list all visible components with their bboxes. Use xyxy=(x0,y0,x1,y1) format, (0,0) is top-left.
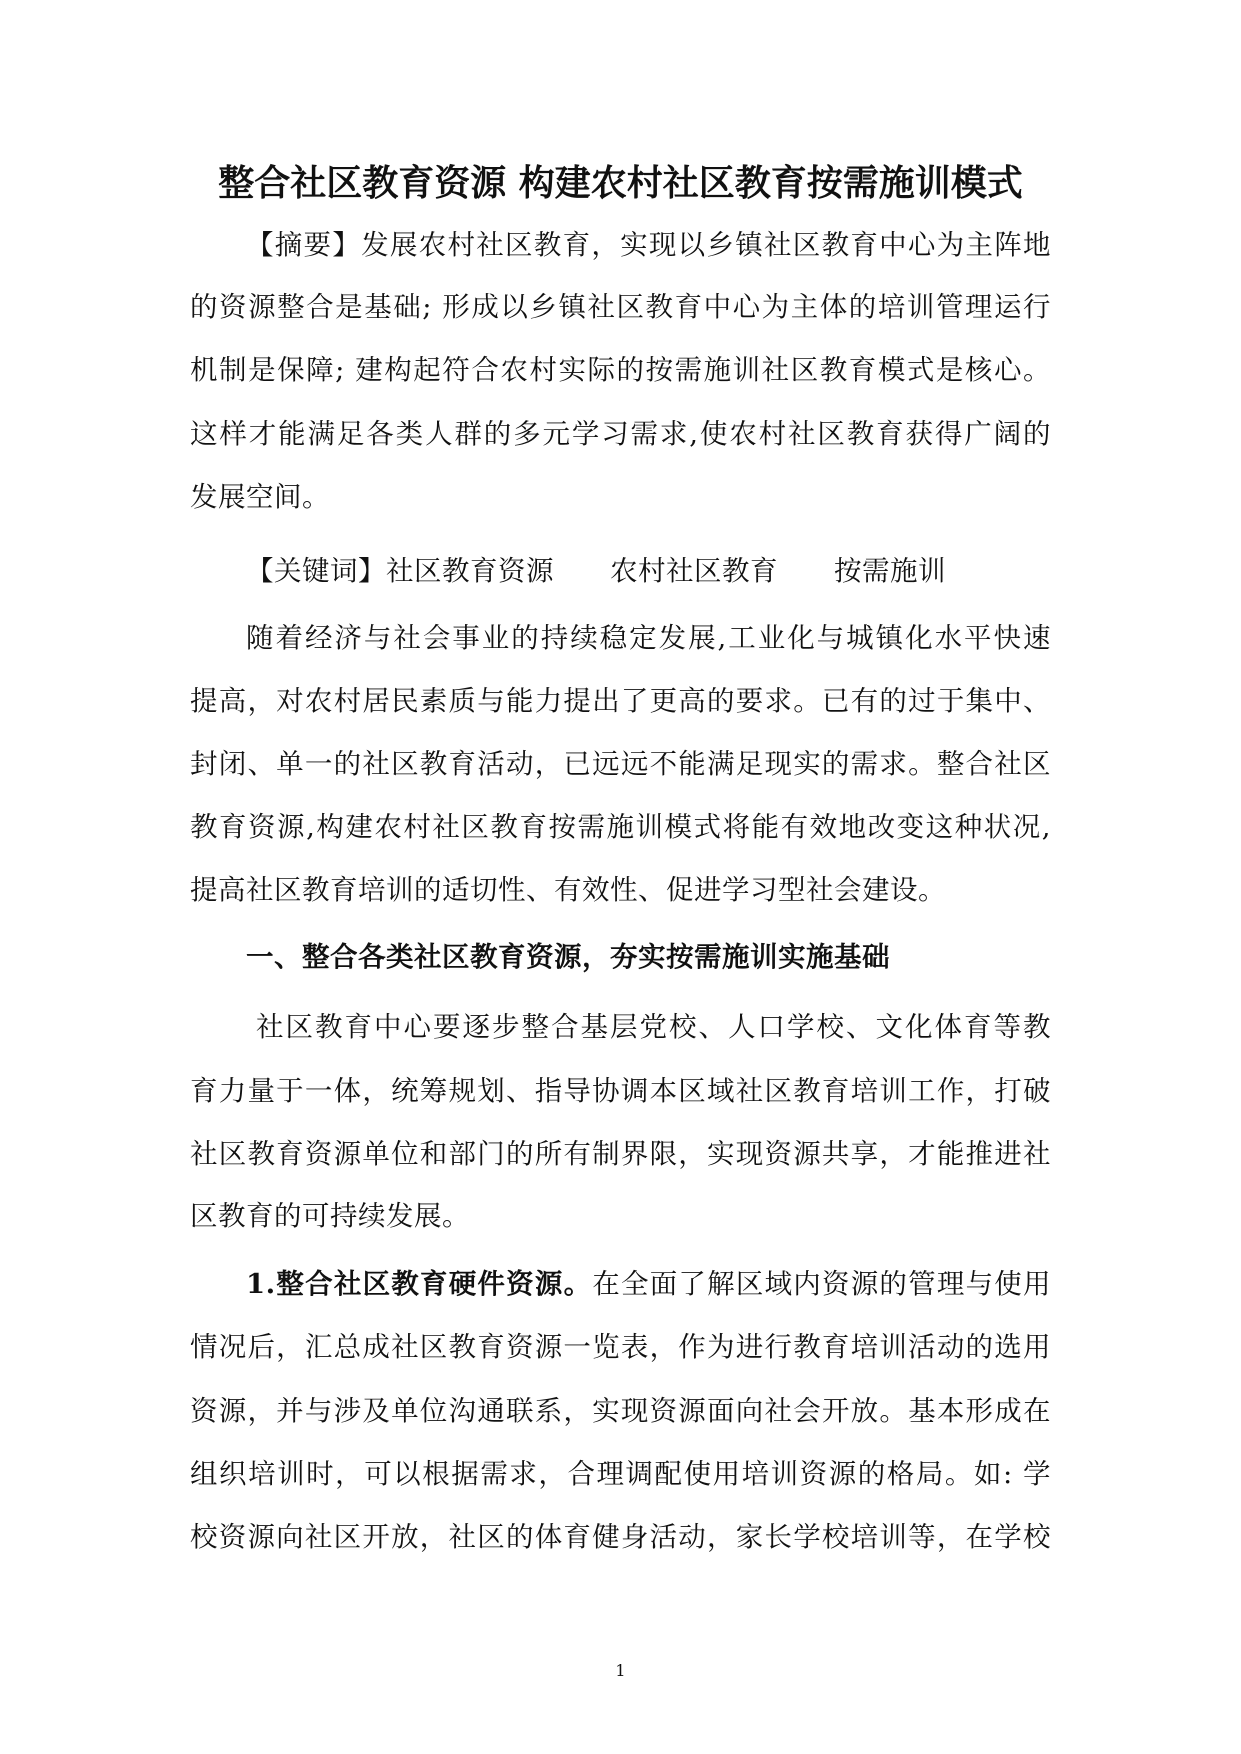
page-number: 1 xyxy=(615,1661,626,1680)
abstract-line-3: 机制是保障; 建构起符合农村实际的按需施训社区教育模式是核心。 xyxy=(190,354,1051,386)
keyword-2: 农村社区教育 xyxy=(610,555,778,587)
abstract-label: 【摘要】 xyxy=(246,229,362,261)
subsection-1-line-2: 情况后，汇总成社区教育资源一览表，作为进行教育培训活动的选用 xyxy=(190,1331,1051,1363)
section-1-heading: 一、整合各类社区教育资源，夯实按需施训实施基础 xyxy=(246,941,890,973)
subsection-1-lead: 1.整合社区教育硬件资源。 xyxy=(246,1268,593,1300)
subsection-1-line-4: 组织培训时，可以根据需求，合理调配使用培训资源的格局。如: 学 xyxy=(190,1458,1051,1490)
section-1-line-3: 社区教育资源单位和部门的所有制界限，实现资源共享，才能推进社 xyxy=(190,1138,1051,1170)
subsection-1-line-1 xyxy=(190,1264,1051,1304)
intro-line-4: 教育资源,构建农村社区教育按需施训模式将能有效地改变这种状况, xyxy=(190,811,1051,843)
abstract-line-4: 这样才能满足各类人群的多元学习需求,使农村社区教育获得广阔的 xyxy=(190,418,1051,450)
section-1-line-1: 社区教育中心要逐步整合基层党校、人口学校、文化体育等教 xyxy=(256,1011,1051,1043)
section-1-line-4: 区教育的可持续发展。 xyxy=(190,1200,470,1232)
intro-line-5: 提高社区教育培训的适切性、有效性、促进学习型社会建设。 xyxy=(190,874,946,906)
keyword-1: 社区教育资源 xyxy=(386,555,554,587)
subsection-1-line-5: 校资源向社区开放，社区的体育健身活动，家长学校培训等，在学校 xyxy=(190,1521,1051,1553)
abstract-line-1 xyxy=(190,225,1051,265)
document-title: 整合社区教育资源 构建农村社区教育按需施训模式 xyxy=(218,162,1023,204)
keywords-line xyxy=(190,551,1051,591)
abstract-text-1: 发展农村社区教育，实现以乡镇社区教育中心为主阵地 xyxy=(361,229,1052,261)
section-1-line-2: 育力量于一体，统筹规划、指导协调本区域社区教育培训工作，打破 xyxy=(190,1075,1051,1107)
intro-line-1: 随着经济与社会事业的持续稳定发展,工业化与城镇化水平快速 xyxy=(246,622,1051,654)
subsection-1-line-3: 资源，并与涉及单位沟通联系，实现资源面向社会开放。基本形成在 xyxy=(190,1395,1051,1427)
subsection-1-text-1: 在全面了解区域内资源的管理与使用 xyxy=(592,1268,1051,1300)
intro-line-3: 封闭、单一的社区教育活动，已远远不能满足现实的需求。整合社区 xyxy=(190,748,1051,780)
intro-line-2: 提高，对农村居民素质与能力提出了更高的要求。已有的过于集中、 xyxy=(190,685,1051,717)
abstract-line-5: 发展空间。 xyxy=(190,481,330,513)
abstract-line-2: 的资源整合是基础; 形成以乡镇社区教育中心为主体的培训管理运行 xyxy=(190,291,1051,323)
keywords-label: 【关键词】 xyxy=(246,555,386,587)
keyword-3: 按需施训 xyxy=(834,555,946,587)
